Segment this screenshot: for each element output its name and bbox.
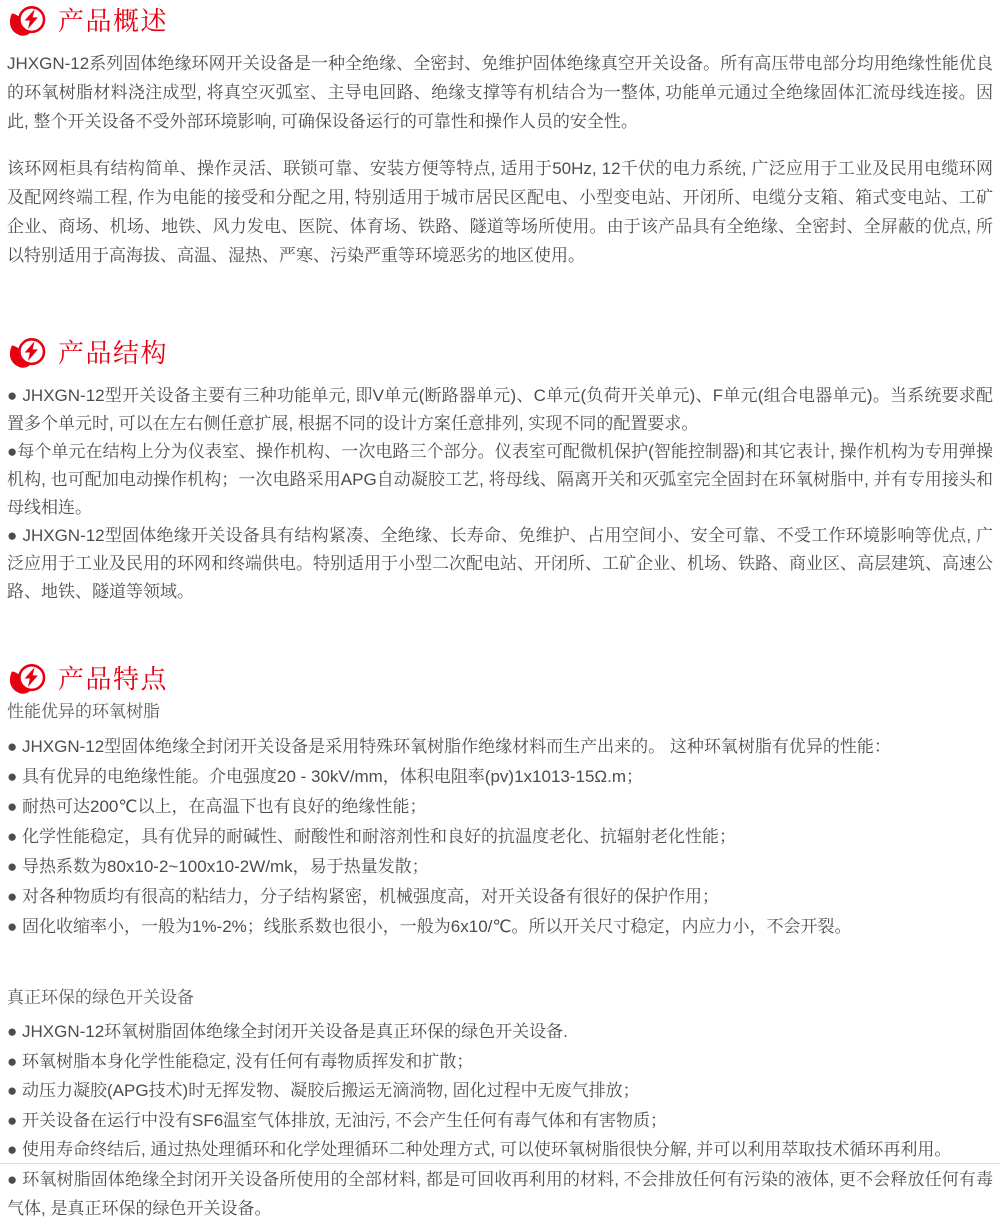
features-bullet: ● 开关设备在运行中没有SF6温室气体排放, 无油污, 不会产生任何有毒气体和有害物质； <box>7 1110 668 1130</box>
overview-paragraph-1: JHXGN-12系列固体绝缘环网开关设备是一种全绝缘、全密封、免维护固体绝缘真空开关设备。所有高压带电部分均用绝缘性能优良的环氧树脂材料浇注成型, 将真空灭弧室、主导电回路、绝缘支撑等有机结合为一整体, 功能单元通过全绝缘固体汇流母线连接。因此, 整个开关设备不受外部环境影响, 可确保设备运行的可靠性和操作人员的安全性。 <box>7 54 993 131</box>
features-bullet: ● JHXGN-12型固体绝缘全封闭开关设备是采用特殊环氧树脂作绝缘材料而生产出来的。 这种环氧树脂有优异的性能： <box>7 737 891 756</box>
features-bullet: ● 使用寿命终结后, 通过热处理循环和化学处理循环二种处理方式, 可以使环氧树脂很快分解, 并可以利用萃取技术循环再利用。 <box>7 1140 952 1159</box>
leaf-lightning-icon <box>7 662 47 696</box>
features-epoxy-bullet-list <box>7 732 993 942</box>
leaf-lightning-icon <box>7 4 47 38</box>
structure-bullet: ● JHXGN-12型开关设备主要有三种功能单元, 即V单元(断路器单元)、C单元(负荷开关单元)、F单元(组合电器单元)。当系统要求配置多个单元时, 可以在左右侧任意扩展, 根据不同的设计方案任意排列, 实现不同的配置要求。 <box>7 386 993 433</box>
section-overview <box>7 3 993 270</box>
section-title: 产品特点 <box>58 664 169 694</box>
section-structure <box>7 335 993 606</box>
features-bullet: ● 具有优异的电绝缘性能。介电强度20 - 30kV/mm，体积电阻率(pv)1x1013-15Ω.m； <box>7 767 644 786</box>
features-bullet: ● 固化收缩率小，一般为1%-2%；线胀系数也很小，一般为6x10/℃。所以开关尺寸稳定，内应力小，不会开裂。 <box>7 917 852 936</box>
bottom-divider <box>0 1163 1000 1164</box>
features-bullet: ● 动压力凝胶(APG技术)时无挥发物、凝胶后搬运无滴淌物, 固化过程中无废气排放； <box>7 1081 640 1100</box>
features-group-subtitle-green: 真正环保的绿色开关设备 <box>7 988 194 1007</box>
overview-paragraph-2: 该环网柜具有结构简单、操作灵活、联锁可靠、安装方便等特点, 适用于50Hz, 12千伏的电力系统, 广泛应用于工业及民用电缆环网及配网终端工程, 作为电能的接受和分配之用, 特别适用于城市居民区配电、小型变电站、开闭所、电缆分支箱、箱式变电站、工矿企业、商场、机场、地铁、风力发电、医院、体育场、铁路、隧道等场所使用。由于该产品具有全绝缘、全密封、全屏蔽的优点, 所以特别适用于高海拔、高温、湿热、严寒、污染严重等环境恶劣的地区使用。 <box>7 159 993 265</box>
section-features <box>7 661 993 1224</box>
features-bullet: ● JHXGN-12环氧树脂固体绝缘全封闭开关设备是真正环保的绿色开关设备. <box>7 1022 568 1041</box>
leaf-lightning-icon <box>7 336 47 370</box>
structure-bullet-list <box>7 382 993 606</box>
features-bullet: ● 化学性能稳定，具有优异的耐碱性、耐酸性和耐溶剂性和良好的抗温度老化、抗辐射老化性能； <box>7 827 736 846</box>
structure-bullet: ●每个单元在结构上分为仪表室、操作机构、一次电路三个部分。仪表室可配微机保护(智能控制器)和其它表计, 操作机构为专用弹操机构, 也可配加电动操作机构；一次电路采用APG自动凝胶工艺, 将母线、隔离开关和灭弧室完全固封在环氧树脂中, 并有专用接头和母线相连。 <box>7 442 993 517</box>
section-header-features <box>7 661 993 697</box>
features-group-subtitle-epoxy: 性能优异的环氧树脂 <box>7 702 160 721</box>
features-bullet: ● 耐热可达200℃以上，在高温下也有良好的绝缘性能； <box>7 797 427 816</box>
structure-bullet: ● JHXGN-12型固体绝缘开关设备具有结构紧凑、全绝缘、长寿命、免维护、占用空间小、安全可靠、不受工作环境影响等优点, 广泛应用于工业及民用的环网和终端供电。特别适用于小型二次配电站、开闭所、工矿企业、机场、铁路、商业区、高层建筑、高速公路、地铁、隧道等领域。 <box>7 526 993 601</box>
section-title: 产品结构 <box>58 338 169 368</box>
features-bullet: ● 环氧树脂固体绝缘全封闭开关设备所使用的全部材料, 都是可回收再利用的材料, 不会排放任何有污染的液体, 更不会释放任何有毒气体, 是真正环保的绿色开关设备。 <box>7 1169 993 1218</box>
features-green-bullet-list <box>7 1017 993 1224</box>
features-bullet: ● 环氧树脂本身化学性能稳定, 没有任何有毒物质挥发和扩散； <box>7 1051 474 1071</box>
features-bullet: ● 导热系数为80x10-2~100x10-2W/mk，易于热量发散； <box>7 857 429 876</box>
features-bullet: ● 对各种物质均有很高的粘结力，分子结构紧密，机械强度高，对开关设备有很好的保护作用； <box>7 887 719 906</box>
section-header-overview <box>7 3 993 39</box>
section-header-structure <box>7 335 993 371</box>
section-title: 产品概述 <box>58 6 169 36</box>
